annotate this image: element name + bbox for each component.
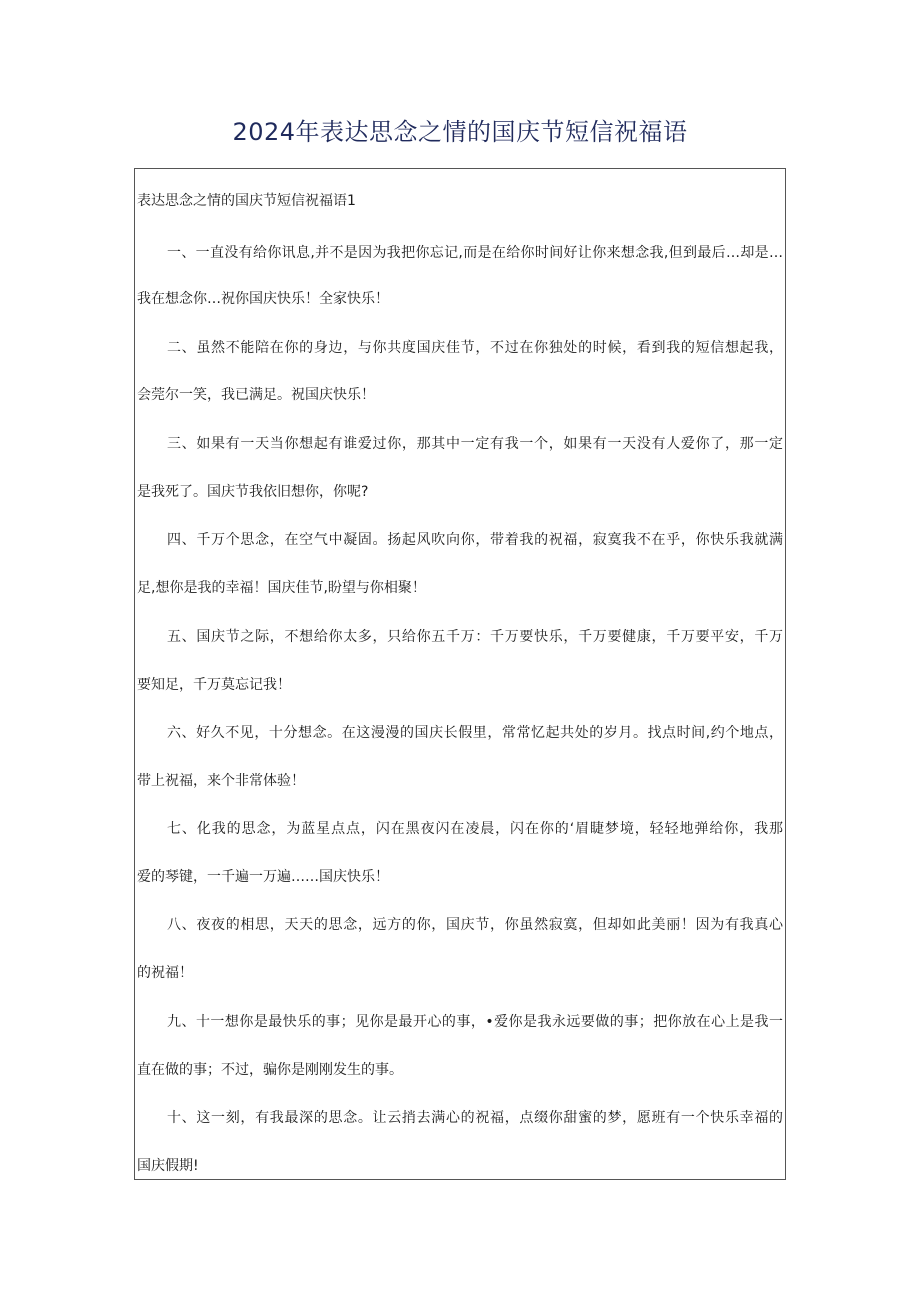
- paragraph-1-line-2: 我在想念你…祝你国庆快乐！全家快乐！: [137, 291, 389, 307]
- paragraph-4-line-1: 四、千万个思念，在空气中凝固。扬起风吹向你，带着我的祝福，寂寞我不在乎，你快乐我就满: [167, 532, 783, 548]
- paragraph-1-line-1: 一、一直没有给你讯息,并不是因为我把你忘记,而是在给你时间好让你来想念我,但到最后…却是…: [167, 245, 783, 261]
- paragraph-2-line-2: 会莞尔一笑，我已满足。祝国庆快乐！: [137, 387, 375, 403]
- document-title: 2024年表达思念之情的国庆节短信祝福语: [232, 118, 688, 146]
- paragraph-9-line-1: 九、十一想你是最快乐的事；见你是最开心的事，•爱你是我永远要做的事；把你放在心上是我一: [167, 1014, 783, 1030]
- paragraph-7-line-1: 七、化我的思念，为蓝星点点，闪在黑夜闪在凌晨，闪在你的‘眉睫梦境，轻轻地弹给你，我那: [167, 821, 783, 837]
- paragraph-10-line-2: 国庆假期!: [137, 1158, 199, 1174]
- paragraph-6-line-1: 六、好久不见，十分想念。在这漫漫的国庆长假里，常常忆起共处的岁月。找点时间,约个地点，: [167, 725, 783, 741]
- paragraph-10-line-1: 十、这一刻，有我最深的思念。让云捎去满心的祝福，点缀你甜蜜的梦，愿班有一个快乐幸福的: [167, 1110, 783, 1126]
- paragraph-2-line-1: 二、虽然不能陪在你的身边，与你共度国庆佳节，不过在你独处的时候，看到我的短信想起我，: [167, 340, 783, 356]
- content-box: [134, 168, 786, 1180]
- paragraph-8-line-1: 八、夜夜的相思，天天的思念，远方的你，国庆节，你虽然寂寞，但却如此美丽！因为有我真心: [167, 917, 783, 933]
- paragraph-3-line-1: 三、如果有一天当你想起有谁爱过你，那其中一定有我一个，如果有一天没有人爱你了，那一定: [167, 436, 783, 452]
- paragraph-8-line-2: 的祝福！: [137, 965, 193, 981]
- paragraph-4-line-2: 足,想你是我的幸福！国庆佳节,盼望与你相聚！: [137, 580, 426, 596]
- paragraph-5-line-1: 五、国庆节之际，不想给你太多，只给你五千万：千万要快乐，千万要健康，千万要平安，千万: [167, 629, 783, 645]
- paragraph-5-line-2: 要知足，千万莫忘记我！: [137, 677, 291, 693]
- paragraph-7-line-2: 爱的琴键，一千遍一万遍……国庆快乐！: [137, 869, 389, 885]
- paragraph-9-line-2: 直在做的事；不过，骗你是刚刚发生的事。: [137, 1062, 403, 1078]
- paragraph-3-line-2: 是我死了。国庆节我依旧想你，你呢?: [137, 484, 369, 500]
- section-heading: 表达思念之情的国庆节短信祝福语1: [137, 193, 356, 209]
- paragraph-6-line-2: 带上祝福，来个非常体验！: [137, 773, 305, 789]
